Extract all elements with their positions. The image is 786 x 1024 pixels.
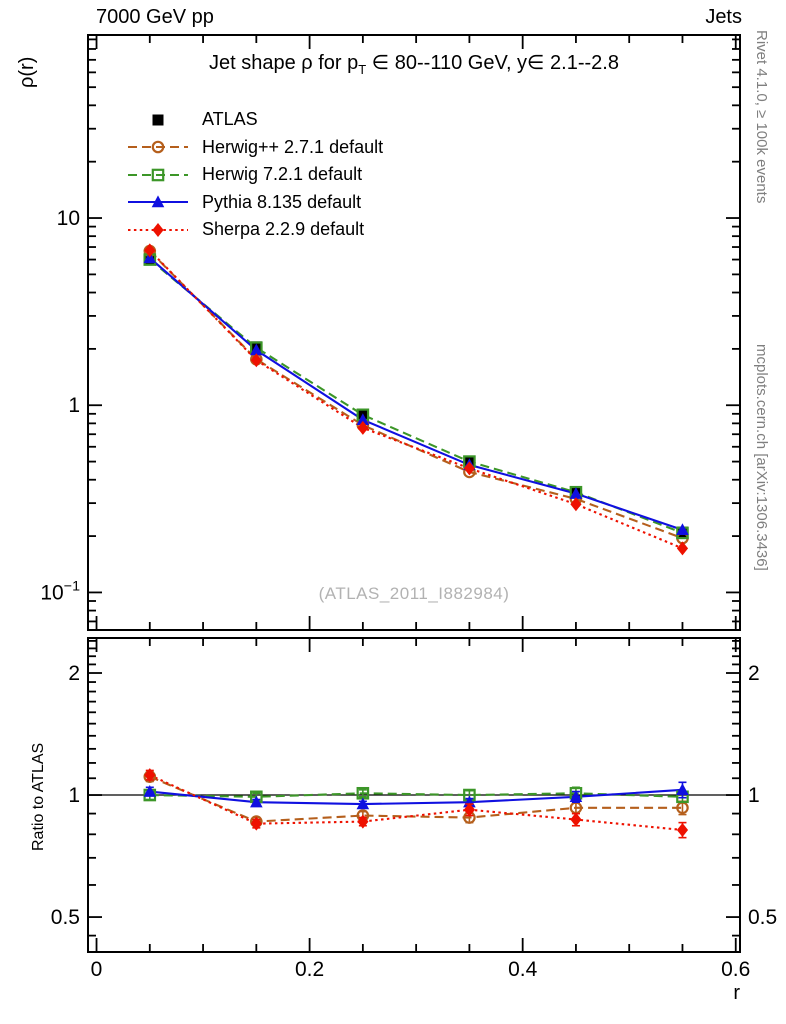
legend-marker-icon <box>126 109 190 131</box>
curve-pythia-8-135-default <box>150 790 683 804</box>
x-tick-label: 0.2 <box>294 958 325 981</box>
curve-herwig-7-2-1-default <box>150 260 683 533</box>
watermark: (ATLAS_2011_I882984) <box>318 584 510 603</box>
plot-title-post: ∈ 80--110 GeV, y∈ 2.1--2.8 <box>366 52 619 74</box>
plot-title <box>88 50 740 77</box>
x-axis-label: r <box>733 982 740 1004</box>
legend-item-atlas <box>126 106 383 134</box>
curve-herwig-2-7-1-default <box>150 251 683 538</box>
ratio-y-tick-label-right: 2 <box>748 662 760 686</box>
curve-pythia-8-135-default <box>150 258 683 530</box>
main-y-tick-label: $10^{-1}$ <box>40 578 80 605</box>
ratio-y-axis-label: Ratio to ATLAS <box>30 742 47 851</box>
legend-label: ATLAS <box>202 109 258 130</box>
legend-item-sherpa-2-2-9-default <box>126 216 383 244</box>
plot-title-pre: Jet shape ρ for p <box>209 52 359 74</box>
legend-item-herwig-7-2-1-default <box>126 161 383 189</box>
legend-label: Herwig 7.2.1 default <box>202 164 363 185</box>
x-tick-label: 0 <box>90 958 103 981</box>
y-axis-label: ρ(r) <box>16 56 38 88</box>
markers-pythia-8-135-default <box>143 251 688 535</box>
main-curves <box>150 250 683 548</box>
beam-energy-label: 7000 GeV pp <box>96 6 214 28</box>
legend-marker-icon <box>126 191 190 213</box>
rivet-version-text: Rivet 4.1.0, ≥ 100k events <box>753 30 770 204</box>
markers-herwig-2-7-1-default <box>145 246 688 543</box>
plot-title-subscript: T <box>358 62 367 77</box>
ratio-y-tick-label-left: 2 <box>68 662 80 686</box>
ratio-curves <box>150 775 683 830</box>
legend <box>126 106 383 244</box>
markers-herwig-7-2-1-default <box>145 254 688 538</box>
legend-label: Sherpa 2.2.9 default <box>202 219 365 240</box>
ratio-y-tick-label-left: 1 <box>68 784 80 808</box>
legend-item-herwig-2-7-1-default <box>126 134 383 162</box>
ratio-y-ticks <box>89 641 739 936</box>
legend-marker-icon <box>126 164 190 186</box>
main-y-tick-label: 10 <box>56 207 80 231</box>
markers-atlas <box>144 254 688 538</box>
ratio-y-tick-label-left: 0.5 <box>50 906 80 930</box>
ratio-y-tick-label-right: 0.5 <box>748 906 778 930</box>
legend-label: Herwig++ 2.7.1 default <box>202 136 384 157</box>
mcplots-credit-text: mcplots.cern.ch [arXiv:1306.3436] <box>753 344 770 571</box>
legend-marker-icon <box>126 136 190 158</box>
legend-label: Pythia 8.135 default <box>202 191 362 212</box>
analysis-object-label: Jets <box>705 6 742 28</box>
markers-sherpa-2-2-9-default <box>144 243 688 555</box>
legend-marker-icon <box>126 219 190 241</box>
main-markers <box>143 243 688 555</box>
ratio-y-tick-label-right: 1 <box>748 784 760 808</box>
legend-item-pythia-8-135-default <box>126 189 383 217</box>
main-y-tick-label: 1 <box>68 394 80 418</box>
x-tick-label: 0.4 <box>508 958 538 981</box>
x-tick-label: 0.6 <box>721 958 751 981</box>
